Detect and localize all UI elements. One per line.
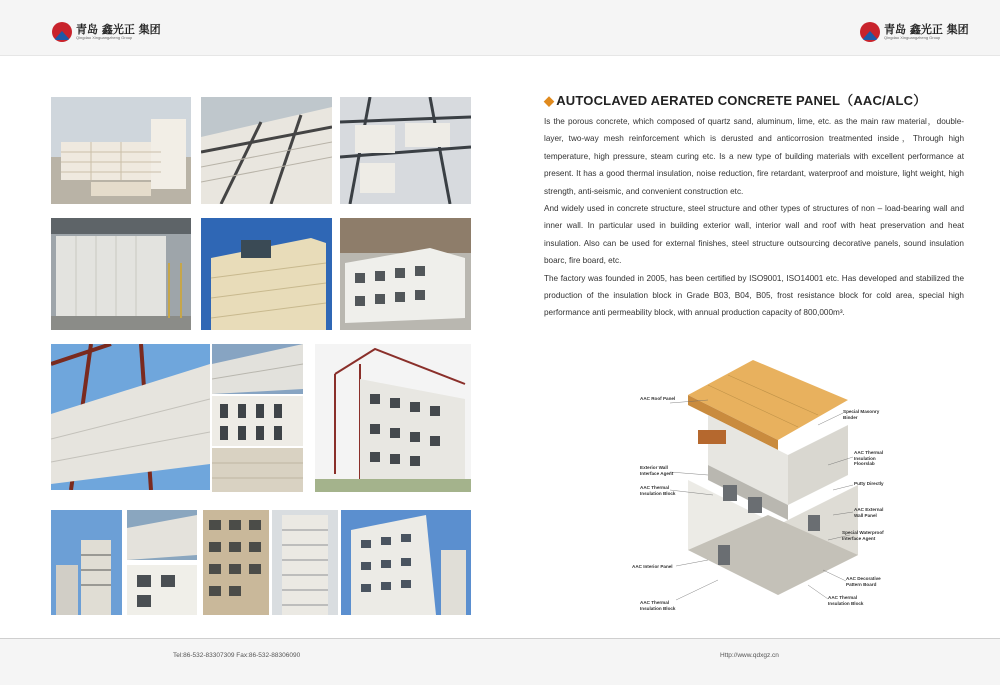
photo-facade-grid — [203, 510, 269, 615]
photo-panels-closeup — [212, 344, 303, 394]
house-cutaway-diagram — [628, 355, 893, 620]
label-masonry-binder: Special Masonry Binder — [843, 409, 880, 420]
footer-website[interactable]: Http://www.qdxgz.cn — [720, 652, 779, 659]
label-insulation-block-right: AAC Thermal Insulation Block — [828, 595, 864, 606]
photo-facade-windows — [212, 396, 303, 446]
photo-highrise — [272, 510, 338, 615]
photo-building-frame — [340, 218, 471, 330]
photo-panel-texture — [212, 448, 303, 492]
photo-building-corner — [127, 565, 197, 615]
footer-band — [0, 638, 1000, 685]
photo-panel-face — [127, 510, 197, 560]
diamond-bullet-icon: ◆ — [544, 93, 555, 108]
label-putty: Putty Directly — [854, 481, 884, 486]
label-interior-panel: AAC Interior Panel — [632, 564, 673, 569]
label-insulation-block-left: AAC Thermal Insulation Block — [640, 485, 676, 496]
logo-en-text: Qingdao Xinguangzheng Group — [884, 35, 941, 40]
label-external-panel: AAC External Wall Panel — [854, 507, 884, 518]
logo-cn-text: 青岛 鑫光正 集团 — [76, 23, 161, 36]
photo-roof-steel — [201, 97, 332, 204]
label-insulation-block-bottom: AAC Thermal Insulation Block — [640, 600, 676, 611]
photo-tower-crane — [51, 510, 122, 615]
label-decorative-board: AAC Decorative Pattern Board — [846, 576, 881, 587]
company-logo-left — [52, 22, 161, 42]
footer-contact: Tel:86-532-83307309 Fax:86-532-88306090 — [173, 652, 301, 659]
photo-panel-stacks — [51, 97, 191, 204]
article-paragraph: Is the porous concrete, which composed of quartz sand, aluminum, lime, etc. as the main raw material，double-layer, two-way mesh reinforcement which is derusted and anticorrosion treatmented inside，Through high temperature, high pressure, steam curing etc. Is a new type of building materials with excellent performance at present. It has a good thermal insulation, noise reduction, fire retardant, waterproof and moisture, light weight, high strength, anti-seismic, and convenient construction etc. — [544, 117, 964, 196]
article-title: ◆ AUTOCLAVED AERATED CONCRETE PANEL（AAC/ALC） — [544, 93, 927, 108]
logo-en-text: Qingdao Xinguangzheng Group — [76, 35, 133, 40]
label-roof-panel: AAC Roof Panel — [640, 396, 676, 401]
label-waterproof-agent: Special Waterproof Interface Agent — [842, 530, 884, 541]
photo-building-site — [201, 218, 332, 330]
logo-mark-icon — [860, 22, 880, 42]
logo-cn-text: 青岛 鑫光正 集团 — [884, 23, 969, 36]
article-paragraph: The factory was founded in 2005, has been certified by ISO9001, ISO14001 etc. Has developed and stabilized the production of the insulation block in Grade B03, B04, B05, frost resistance block for cold area, special high performance anti permeability block, with annual production capacity of 800,000m³. — [544, 273, 964, 318]
article-paragraph: And widely used in concrete structure, steel structure and other types of structures of non – load-bearing wall and inner wall. In particular used in building exterior wall, interior wall and roof with heat preservation and heat insulation. Also can be used for external finishes, steel structure outsourcing decorative panels, sound insulation boarc, fire board, etc. — [544, 204, 964, 266]
photo-roof-frame — [340, 97, 471, 204]
photo-interior-wall — [51, 218, 191, 330]
logo-mark-icon — [52, 22, 72, 42]
photo-steel-building — [315, 344, 471, 492]
company-logo-right — [860, 22, 969, 42]
photo-residential-block — [341, 510, 471, 615]
label-floor-slab: AAC Thermal Insulation Floorslab — [854, 450, 884, 466]
photo-panel-install — [51, 344, 210, 490]
article-body — [544, 113, 964, 322]
label-wall-interface: Exterior Wall Interface Agent — [640, 465, 674, 476]
